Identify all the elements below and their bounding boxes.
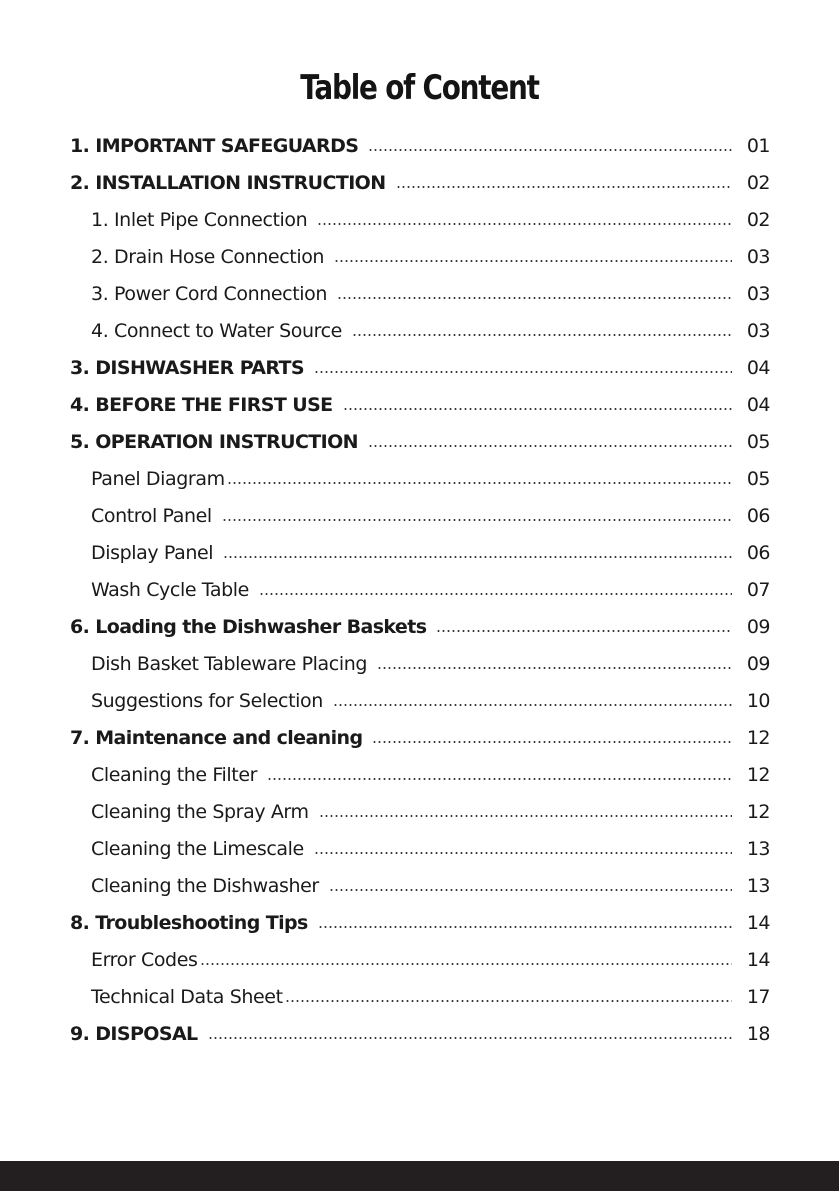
toc-entry-label: 8. Troubleshooting Tips [70,911,308,934]
footer-bar [0,1161,839,1191]
toc-entry[interactable] [70,312,770,349]
dot-leader [227,482,732,484]
toc-entry-page: 02 [746,208,770,231]
toc-entry[interactable] [70,497,770,534]
toc-entry[interactable] [70,830,770,867]
toc-entry-page: 14 [746,911,770,934]
dot-leader [223,556,732,558]
dot-leader [285,1000,732,1002]
toc-entry-label: 3. DISHWASHER PARTS [70,356,305,379]
toc-entry-page: 03 [746,282,770,305]
toc-entry[interactable] [70,941,770,978]
toc-entry[interactable] [70,164,770,201]
dot-leader [377,667,732,669]
toc-entry-page: 12 [746,726,770,749]
toc-entry[interactable] [70,534,770,571]
toc-entry-label: Cleaning the Dishwasher [91,874,319,897]
toc-entry-label: Error Codes [91,948,198,971]
toc-entry[interactable] [70,127,770,164]
toc-entry-label: Suggestions for Selection [91,689,323,712]
toc-entry[interactable] [70,460,770,497]
dot-leader [329,889,732,891]
toc-entry-label: Control Panel [91,504,212,527]
toc-entry[interactable] [70,793,770,830]
toc-entry[interactable] [70,608,770,645]
toc-entry[interactable] [70,349,770,386]
toc-entry-label: 5. OPERATION INSTRUCTION [70,430,358,453]
toc-entry-page: 18 [746,1022,770,1045]
dot-leader [396,186,732,188]
dot-leader [333,704,732,706]
toc-entry-label: 1. Inlet Pipe Connection [91,208,308,231]
toc-entry[interactable] [70,238,770,275]
toc-entry-page: 07 [746,578,770,601]
toc-entry-page: 02 [746,171,770,194]
toc-entry-label: Dish Basket Tableware Placing [91,652,368,675]
dot-leader [368,149,732,151]
toc-entry-label: 3. Power Cord Connection [91,282,328,305]
toc-entry-label: 6. Loading the Dishwasher Baskets [70,615,427,638]
toc-entry-label: Display Panel [91,541,214,564]
dot-leader [208,1037,732,1039]
toc-entry-label: Cleaning the Limescale [91,837,304,860]
toc-entry-page: 09 [746,615,770,638]
toc-entry-label: Panel Diagram [91,467,225,490]
toc-entry-label: 2. Drain Hose Connection [91,245,325,268]
toc-entry-page: 13 [746,874,770,897]
toc-entry-page: 03 [746,319,770,342]
dot-leader [259,593,732,595]
dot-leader [334,260,732,262]
toc-entry-label: 9. DISPOSAL [70,1022,198,1045]
toc-entry[interactable] [70,423,770,460]
dot-leader [200,963,733,965]
page-title: Table of Content [300,68,539,108]
toc-entry-label: 7. Maintenance and cleaning [70,726,363,749]
toc-entry-label: 4. Connect to Water Source [91,319,342,342]
toc-entry-label: Wash Cycle Table [91,578,249,601]
toc-entry[interactable] [70,386,770,423]
dot-leader [314,371,732,373]
toc-entry-page: 13 [746,837,770,860]
toc-entry-page: 04 [746,356,770,379]
dot-leader [317,223,732,225]
dot-leader [314,852,732,854]
toc-entry-page: 14 [746,948,770,971]
toc-entry-page: 03 [746,245,770,268]
toc-entry-label: 1. IMPORTANT SAFEGUARDS [70,134,359,157]
toc-entry[interactable] [70,275,770,312]
dot-leader [319,815,732,817]
toc-entry-page: 17 [746,985,770,1008]
toc-entry-page: 10 [746,689,770,712]
toc-entry[interactable] [70,682,770,719]
dot-leader [368,445,732,447]
toc-entry[interactable] [70,719,770,756]
toc-entry[interactable] [70,571,770,608]
toc-entry-label: 2. INSTALLATION INSTRUCTION [70,171,386,194]
toc-entry-label: Cleaning the Spray Arm [91,800,309,823]
toc-entry[interactable] [70,978,770,1015]
toc-entry-label: Technical Data Sheet [91,985,283,1008]
table-of-contents [70,127,770,1052]
toc-entry[interactable] [70,904,770,941]
toc-entry[interactable] [70,1015,770,1052]
toc-entry-label: 4. BEFORE THE FIRST USE [70,393,333,416]
toc-entry[interactable] [70,756,770,793]
toc-entry-page: 01 [746,134,770,157]
toc-entry-page: 05 [746,467,770,490]
toc-entry-page: 05 [746,430,770,453]
dot-leader [352,334,732,336]
toc-entry-label: Cleaning the Filter [91,763,258,786]
toc-entry-page: 12 [746,763,770,786]
toc-entry-page: 06 [746,541,770,564]
toc-entry[interactable] [70,201,770,238]
dot-leader [222,519,732,521]
dot-leader [318,926,732,928]
toc-entry[interactable] [70,645,770,682]
toc-entry-page: 12 [746,800,770,823]
toc-entry-page: 09 [746,652,770,675]
dot-leader [343,408,732,410]
dot-leader [267,778,732,780]
toc-entry-page: 04 [746,393,770,416]
dot-leader [372,741,732,743]
toc-entry[interactable] [70,867,770,904]
toc-entry-page: 06 [746,504,770,527]
dot-leader [436,630,732,632]
dot-leader [337,297,732,299]
